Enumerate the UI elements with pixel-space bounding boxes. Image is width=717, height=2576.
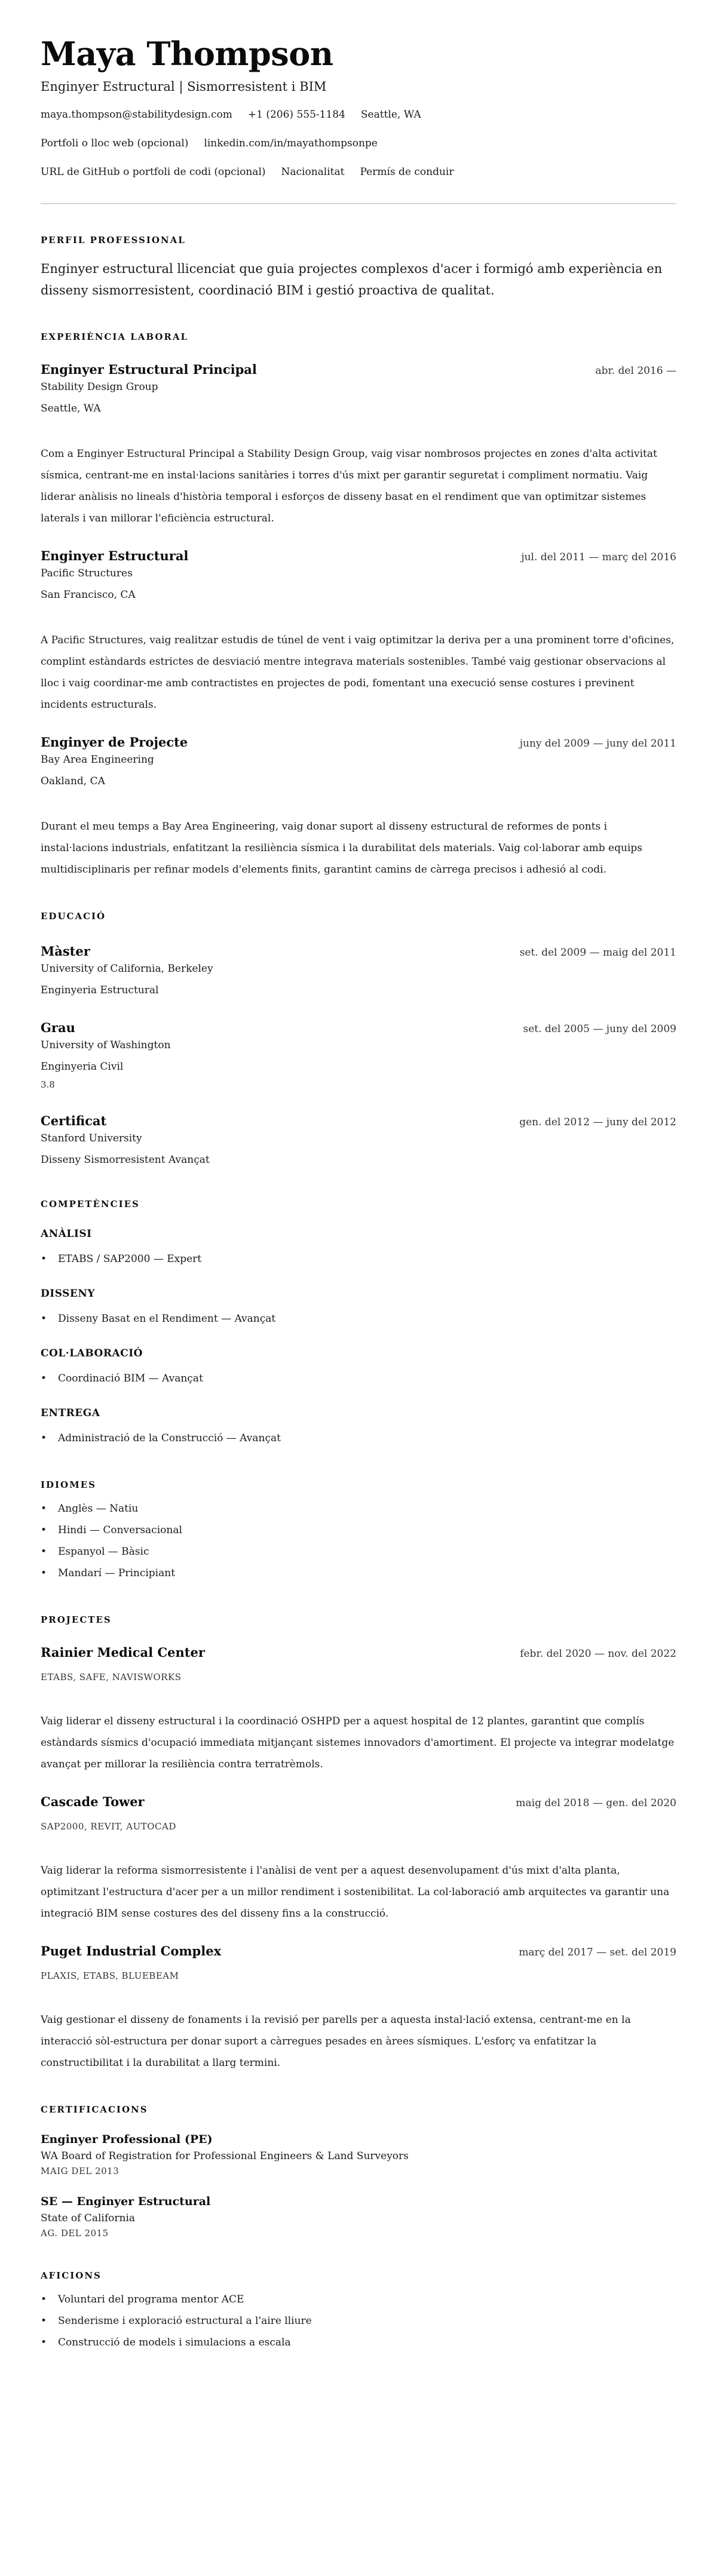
certification-name: Enginyer Professional (PE)	[41, 2133, 213, 2146]
gpa: 3.8	[41, 1079, 55, 1090]
bullet-icon: •	[41, 1546, 47, 1558]
skill-group	[41, 1287, 676, 1330]
certification-issuer: WA Board of Registration for Professional Engineers & Land Surveyors	[41, 2150, 409, 2162]
experience-section	[41, 331, 676, 880]
skill-item: • Disseny Basat en el Rendiment — Avançat	[41, 1308, 676, 1330]
project-description: Vaig gestionar el disseny de fonaments i la revisió per parells per a aquesta instal·lació extensa, centrant-me en la interacció sòl-estructura per donar suport a càrregues pesades en àrees sísmiques. L'esforç va enfatitzar la constructibilitat i la durabilitat a llarg termini.	[41, 2014, 631, 2069]
education-dates: set. del 2005 — juny del 2009	[523, 1023, 676, 1035]
section-title-summary: PERFIL PROFESSIONAL	[41, 235, 186, 245]
experience-item	[41, 733, 676, 880]
education-item	[41, 1019, 676, 1092]
field-of-study: Disseny Sismorresistent Avançat	[41, 1154, 210, 1166]
languages-section	[41, 1479, 676, 1584]
section-title-education: EDUCACIÓ	[41, 911, 106, 922]
hobbies-section	[41, 2270, 676, 2353]
language-item: • Hindi — Conversacional	[41, 1519, 676, 1541]
education-item	[41, 1112, 676, 1168]
nationality: Nacionalitat	[281, 166, 345, 178]
certification-item	[41, 2131, 676, 2178]
job-title: Enginyer de Projecte	[41, 735, 188, 750]
skill-item: • Administració de la Construcció — Avançat	[41, 1427, 676, 1449]
contact-row-1	[41, 108, 676, 122]
project-item	[41, 1942, 676, 2074]
institution: University of Washington	[41, 1039, 171, 1051]
project-name: Cascade Tower	[41, 1794, 145, 1809]
projects-section	[41, 1614, 676, 2074]
company: Stability Design Group	[41, 381, 158, 393]
company: Pacific Structures	[41, 567, 133, 579]
bullet-icon: •	[41, 1503, 47, 1515]
job-location: San Francisco, CA	[41, 589, 136, 601]
certification-date: AG. DEL 2015	[41, 2228, 109, 2239]
education-section	[41, 910, 676, 1168]
section-title-languages: IDIOMES	[41, 1479, 96, 1490]
project-item	[41, 1644, 676, 1775]
job-dates: abr. del 2016 —	[595, 365, 676, 377]
section-title-skills: COMPETÈNCIES	[41, 1199, 140, 1209]
job-title: Enginyer Estructural	[41, 548, 189, 563]
hobby-item: • Voluntari del programa mentor ACE	[41, 2289, 676, 2310]
section-title-projects: PROJECTES	[41, 1614, 112, 1625]
company: Bay Area Engineering	[41, 754, 154, 766]
field-of-study: Enginyeria Civil	[41, 1061, 124, 1073]
bullet-icon: •	[41, 2293, 47, 2305]
skill-item: • Coordinació BIM — Avançat	[41, 1368, 676, 1389]
resume-header	[41, 35, 676, 204]
linkedin-link[interactable]: linkedin.com/in/mayathompsonpe	[204, 137, 378, 149]
certification-item	[41, 2193, 676, 2240]
location: Seattle, WA	[360, 109, 421, 121]
project-tech: ETABS, SAFE, NAVISWORKS	[41, 1672, 182, 1682]
certification-date: MAIG DEL 2013	[41, 2166, 120, 2176]
email-link[interactable]: maya.thompson@stabilitydesign.com	[41, 109, 232, 121]
contact-row-2	[41, 136, 676, 151]
language-item: • Mandarí — Principiant	[41, 1562, 676, 1584]
summary-section	[41, 234, 676, 301]
experience-item	[41, 361, 676, 529]
skill-group	[41, 1346, 676, 1389]
summary-text: Enginyer estructural llicenciat que guia projectes complexos d'acer i formigó amb experiència en disseny sismorresistent, coordinació BIM i gestió proactiva de qualitat.	[41, 262, 663, 297]
language-item: • Espanyol — Bàsic	[41, 1541, 676, 1562]
skill-group-title: COL·LABORACIÓ	[41, 1347, 143, 1359]
project-item	[41, 1793, 676, 1924]
job-dates: juny del 2009 — juny del 2011	[519, 738, 676, 750]
certification-issuer: State of California	[41, 2212, 136, 2224]
hobby-item: • Construcció de models i simulacions a escala	[41, 2332, 676, 2353]
education-dates: gen. del 2012 — juny del 2012	[519, 1116, 676, 1128]
job-dates: jul. del 2011 — març del 2016	[521, 551, 676, 563]
degree: Grau	[41, 1020, 75, 1035]
project-name: Puget Industrial Complex	[41, 1943, 222, 1958]
skill-group-title: ENTREGA	[41, 1407, 100, 1419]
field-of-study: Enginyeria Estructural	[41, 984, 159, 996]
degree: Certificat	[41, 1113, 107, 1128]
job-title: Enginyer Estructural Principal	[41, 362, 257, 377]
bullet-icon: •	[41, 1313, 47, 1325]
skill-group	[41, 1227, 676, 1270]
skills-section	[41, 1198, 676, 1449]
education-dates: set. del 2009 — maig del 2011	[519, 947, 676, 959]
bullet-icon: •	[41, 1524, 47, 1536]
job-description: Durant el meu temps a Bay Area Engineering, vaig donar suport al disseny estructural de reformes de ponts i instal·lacions industrials, enfatitzant la resiliència sísmica i la durabilitat dels materials. Vaig col·laborar amb equips multidisciplinaris per refinar models d'elements finits, garantint camins de càrrega precisos i adhesió al codi.	[41, 821, 642, 876]
certification-name: SE — Enginyer Estructural	[41, 2195, 211, 2208]
project-description: Vaig liderar el disseny estructural i la coordinació OSHPD per a aquest hospital de 12 plantes, garantint que complís estàndards sísmics d'ocupació immediata mitjançant sistemes innovadors d'amortiment. El projecte va integrar modelatge avançat per millorar la resiliència contra terratrèmols.	[41, 1715, 675, 1770]
headline: Enginyer Estructural | Sismorresistent i BIM	[41, 79, 327, 94]
job-description: A Pacific Structures, vaig realitzar estudis de túnel de vent i vaig optimitzar la deriva per a una prominent torre d'oficines, complint estàndards estrictes de desviació mentre integrava materials sostenibles. També vaig gestionar observacions al lloc i vaig coordinar-me amb contractistes en projectes de podi, fomentant una execució sense costures i previnent incidents estructurals.	[41, 634, 675, 711]
section-title-experience: EXPERIÈNCIA LABORAL	[41, 331, 189, 342]
contact-row-3	[41, 165, 676, 179]
project-dates: febr. del 2020 — nov. del 2022	[520, 1648, 676, 1660]
job-location: Oakland, CA	[41, 775, 105, 787]
bullet-icon: •	[41, 1432, 47, 1444]
project-dates: maig del 2018 — gen. del 2020	[516, 1797, 676, 1809]
hobby-item: • Senderisme i exploració estructural a l'aire lliure	[41, 2310, 676, 2332]
degree: Màster	[41, 944, 90, 959]
github-link[interactable]: URL de GitHub o portfoli de codi (opcional)	[41, 166, 266, 178]
phone-link[interactable]: +1 (206) 555-1184	[247, 109, 345, 121]
bullet-icon: •	[41, 1373, 47, 1384]
institution: University of California, Berkeley	[41, 963, 213, 975]
job-location: Seattle, WA	[41, 403, 101, 415]
project-tech: PLAXIS, ETABS, BLUEBEAM	[41, 1970, 179, 1981]
section-title-certifications: CERTIFICACIONS	[41, 2104, 148, 2115]
experience-item	[41, 547, 676, 716]
job-description: Com a Enginyer Estructural Principal a Stability Design Group, vaig visar nombrosos projectes en zones d'alta activitat sísmica, centrant-me en instal·lacions sanitàries i torres d'ús mixt per garantir seguretat i compliment normatiu. Vaig liderar anàlisis no lineals d'història temporal i esforços de disseny basat en el rendiment que van optimitzar sistemes laterals i van millorar l'eficiència estructural.	[41, 448, 657, 524]
bullet-icon: •	[41, 2315, 47, 2327]
project-name: Rainier Medical Center	[41, 1645, 205, 1660]
skill-item: • ETABS / SAP2000 — Expert	[41, 1248, 676, 1270]
language-item: • Anglès — Natiu	[41, 1498, 676, 1519]
skill-group-title: DISSENY	[41, 1288, 96, 1300]
header-divider	[41, 203, 676, 204]
education-item	[41, 942, 676, 999]
certifications-section	[41, 2104, 676, 2240]
candidate-name: Maya Thompson	[41, 35, 333, 73]
project-description: Vaig liderar la reforma sismorresistente i l'anàlisi de vent per a aquest desenvolupament d'ús mixt d'alta planta, optimitzant l'estructura d'acer per a un millor rendiment i sostenibilitat. La col·laboració amb arquitectes va garantir una integració BIM sense costures des del disseny fins a la construcció.	[41, 1865, 670, 1920]
section-title-hobbies: AFICIONS	[41, 2270, 102, 2281]
bullet-icon: •	[41, 1253, 47, 1265]
bullet-icon: •	[41, 1567, 47, 1579]
institution: Stanford University	[41, 1132, 142, 1144]
driving-license: Permís de conduir	[360, 166, 454, 178]
portfolio-link[interactable]: Portfoli o lloc web (opcional)	[41, 137, 189, 149]
skill-group	[41, 1406, 676, 1449]
skill-group-title: ANÀLISI	[41, 1228, 92, 1240]
bullet-icon: •	[41, 2336, 47, 2348]
project-dates: març del 2017 — set. del 2019	[519, 1946, 676, 1958]
project-tech: SAP2000, REVIT, AUTOCAD	[41, 1821, 176, 1832]
